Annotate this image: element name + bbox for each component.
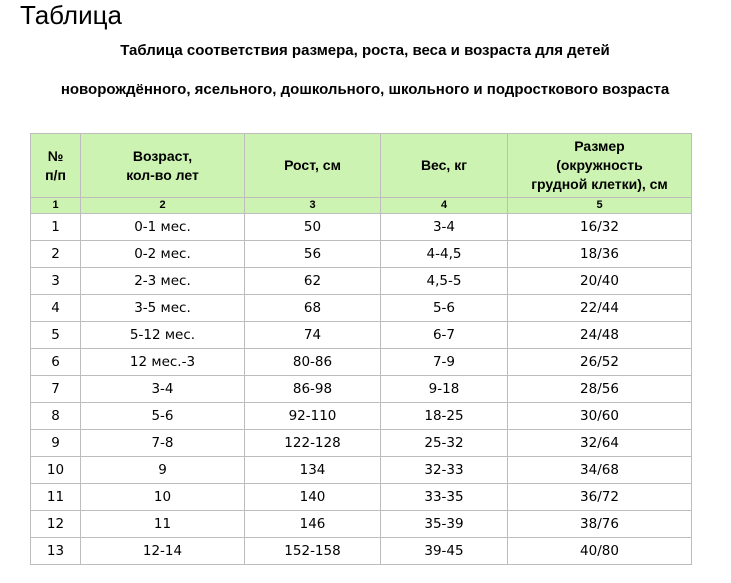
cell-age: 0-1 мес. bbox=[81, 214, 245, 241]
header-row bbox=[31, 134, 692, 198]
cell-height: 86-98 bbox=[245, 376, 381, 403]
cell-age: 5-6 bbox=[81, 403, 245, 430]
table-row bbox=[31, 268, 692, 295]
cell-number: 4 bbox=[31, 295, 81, 322]
cell-weight: 4,5-5 bbox=[381, 268, 508, 295]
cell-age: 12 мес.-3 bbox=[81, 349, 245, 376]
cell-weight: 33-35 bbox=[381, 484, 508, 511]
header-age: Возраст, кол-во лет bbox=[81, 134, 245, 198]
cell-weight: 32-33 bbox=[381, 457, 508, 484]
cell-height: 134 bbox=[245, 457, 381, 484]
table-row bbox=[31, 484, 692, 511]
cell-weight: 5-6 bbox=[381, 295, 508, 322]
cell-height: 74 bbox=[245, 322, 381, 349]
cell-number: 9 bbox=[31, 430, 81, 457]
header-height: Рост, см bbox=[245, 134, 381, 198]
cell-number: 3 bbox=[31, 268, 81, 295]
cell-size: 34/68 bbox=[508, 457, 692, 484]
header-number: № п/п bbox=[31, 134, 81, 198]
cell-height: 56 bbox=[245, 241, 381, 268]
column-number: 1 bbox=[31, 198, 81, 214]
cell-size: 18/36 bbox=[508, 241, 692, 268]
table-row bbox=[31, 349, 692, 376]
cell-age: 12-14 bbox=[81, 538, 245, 565]
cell-age: 0-2 мес. bbox=[81, 241, 245, 268]
cell-size: 24/48 bbox=[508, 322, 692, 349]
cell-weight: 18-25 bbox=[381, 403, 508, 430]
column-number: 5 bbox=[508, 198, 692, 214]
cell-size: 40/80 bbox=[508, 538, 692, 565]
cell-number: 2 bbox=[31, 241, 81, 268]
cell-number: 1 bbox=[31, 214, 81, 241]
table-row bbox=[31, 376, 692, 403]
cell-height: 92-110 bbox=[245, 403, 381, 430]
header-weight: Вес, кг bbox=[381, 134, 508, 198]
table-row bbox=[31, 511, 692, 538]
cell-number: 6 bbox=[31, 349, 81, 376]
cell-size: 30/60 bbox=[508, 403, 692, 430]
cell-age: 11 bbox=[81, 511, 245, 538]
cell-age: 3-5 мес. bbox=[81, 295, 245, 322]
cell-height: 122-128 bbox=[245, 430, 381, 457]
cell-age: 5-12 мес. bbox=[81, 322, 245, 349]
cell-number: 13 bbox=[31, 538, 81, 565]
cell-weight: 25-32 bbox=[381, 430, 508, 457]
cell-size: 32/64 bbox=[508, 430, 692, 457]
table-caption-line-2: новорождённого, ясельного, дошкольного, школьного и подросткового возраста bbox=[60, 81, 670, 98]
table-body bbox=[31, 198, 692, 565]
cell-age: 2-3 мес. bbox=[81, 268, 245, 295]
cell-weight: 4-4,5 bbox=[381, 241, 508, 268]
cell-height: 140 bbox=[245, 484, 381, 511]
cell-number: 11 bbox=[31, 484, 81, 511]
cell-size: 16/32 bbox=[508, 214, 692, 241]
cell-size: 38/76 bbox=[508, 511, 692, 538]
table-row bbox=[31, 322, 692, 349]
page-title: Таблица bbox=[20, 0, 122, 30]
cell-height: 146 bbox=[245, 511, 381, 538]
cell-size: 20/40 bbox=[508, 268, 692, 295]
cell-height: 50 bbox=[245, 214, 381, 241]
column-number-row bbox=[31, 198, 692, 214]
table-row bbox=[31, 538, 692, 565]
table-row bbox=[31, 403, 692, 430]
cell-number: 10 bbox=[31, 457, 81, 484]
cell-weight: 35-39 bbox=[381, 511, 508, 538]
cell-weight: 9-18 bbox=[381, 376, 508, 403]
header-size: Размер (окружность грудной клетки), см bbox=[508, 134, 692, 198]
table-row bbox=[31, 241, 692, 268]
table-row bbox=[31, 430, 692, 457]
cell-number: 5 bbox=[31, 322, 81, 349]
table-row bbox=[31, 295, 692, 322]
column-number: 4 bbox=[381, 198, 508, 214]
cell-size: 26/52 bbox=[508, 349, 692, 376]
cell-weight: 6-7 bbox=[381, 322, 508, 349]
cell-weight: 7-9 bbox=[381, 349, 508, 376]
column-number: 2 bbox=[81, 198, 245, 214]
cell-height: 80-86 bbox=[245, 349, 381, 376]
cell-age: 10 bbox=[81, 484, 245, 511]
cell-size: 28/56 bbox=[508, 376, 692, 403]
cell-height: 62 bbox=[245, 268, 381, 295]
cell-size: 36/72 bbox=[508, 484, 692, 511]
cell-height: 152-158 bbox=[245, 538, 381, 565]
table-row bbox=[31, 214, 692, 241]
cell-age: 9 bbox=[81, 457, 245, 484]
cell-age: 7-8 bbox=[81, 430, 245, 457]
cell-weight: 39-45 bbox=[381, 538, 508, 565]
cell-weight: 3-4 bbox=[381, 214, 508, 241]
cell-number: 8 bbox=[31, 403, 81, 430]
cell-size: 22/44 bbox=[508, 295, 692, 322]
table-caption-line-1: Таблица соответствия размера, роста, веса и возраста для детей bbox=[120, 42, 610, 59]
table-row bbox=[31, 457, 692, 484]
cell-number: 12 bbox=[31, 511, 81, 538]
cell-age: 3-4 bbox=[81, 376, 245, 403]
cell-number: 7 bbox=[31, 376, 81, 403]
cell-height: 68 bbox=[245, 295, 381, 322]
column-number: 3 bbox=[245, 198, 381, 214]
size-table bbox=[30, 133, 692, 565]
